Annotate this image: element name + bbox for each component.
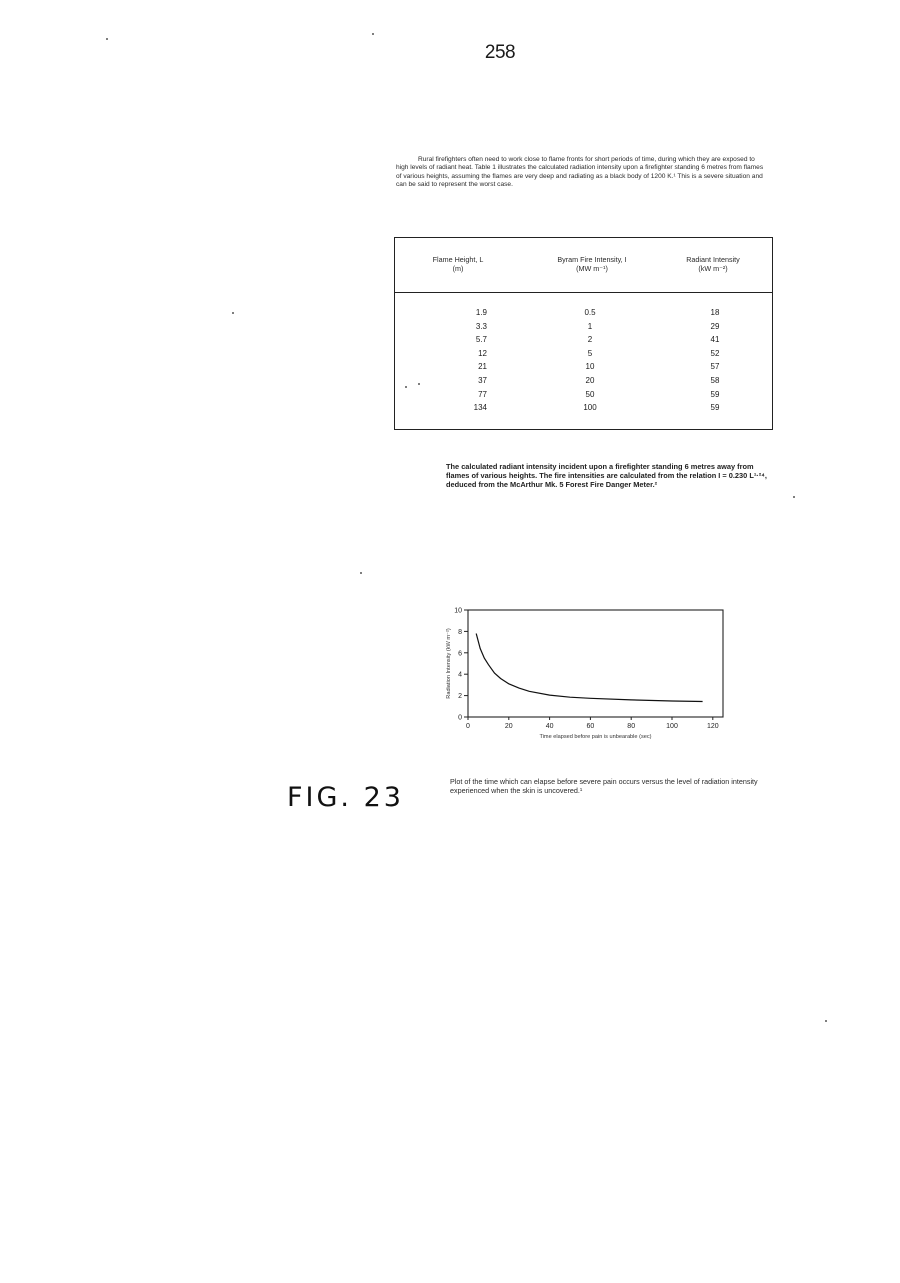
- x-tick-label: 60: [586, 723, 595, 730]
- figure-caption: Plot of the time which can elapse before severe pain occurs versus the level of radiation intensity experienced when the skin is uncovered.¹: [450, 777, 758, 796]
- table-cell: 59: [710, 403, 720, 413]
- table-cell: 29: [710, 321, 720, 331]
- table-cell: 59: [710, 389, 720, 399]
- pain-time-chart: [428, 600, 738, 748]
- scan-speck: [793, 496, 795, 498]
- column-fire-intensity: [575, 306, 605, 415]
- intro-paragraph: Rural firefighters often need to work close to flame fronts for short periods of time, during which they are exposed to high levels of radiant heat. Table 1 illustrates the calculated radiation intensity upon a firefighter standing 6 metres from flames of various heights, assuming the flames are very deep and radiating as a black body of 1200 K.¹ This is a severe situation and can be said to represent the worst case.: [396, 156, 764, 189]
- data-series-line: [476, 634, 702, 702]
- table-cell: 21: [478, 362, 487, 372]
- header-flame-height-line2: (m): [452, 264, 464, 273]
- scan-speck: [825, 1020, 827, 1022]
- scan-speck: [372, 33, 374, 35]
- scan-speck: [106, 38, 108, 40]
- y-tick-label: 4: [458, 671, 462, 679]
- data-table: [394, 237, 773, 430]
- table-caption: The calculated radiant intensity incident upon a firefighter standing 6 metres away from flames of various heights. The fire intensities are calculated from the relation I = 0.230 L¹·²⁴, deduced from the McArthur Mk. 5 Forest Fire Danger Meter.²: [446, 462, 767, 490]
- table-cell: 37: [478, 375, 487, 385]
- y-tick-label: 10: [454, 607, 462, 615]
- scan-speck: [232, 312, 234, 314]
- table-cell: 10: [585, 362, 595, 372]
- y-tick-label: 8: [458, 628, 462, 636]
- header-fire-intensity-line1: Byram Fire Intensity, I: [557, 255, 627, 264]
- y-tick-label: 0: [458, 714, 462, 722]
- y-axis-label: Radiation Intensity (kW m⁻²): [446, 628, 452, 699]
- table-cell: 1: [587, 321, 593, 331]
- table-cell: 77: [478, 389, 487, 399]
- header-flame-height-line1: Flame Height, L: [432, 255, 484, 264]
- column-flame-height: [435, 306, 487, 415]
- header-radiant-intensity-line1: Radiant Intensity: [686, 255, 740, 264]
- table-cell: 18: [710, 308, 720, 317]
- column-radiant-intensity: [695, 306, 735, 415]
- header-radiant-intensity-line2: (kW m⁻²): [698, 264, 728, 273]
- table-cell: 20: [585, 375, 595, 385]
- x-tick-label: 120: [706, 723, 719, 730]
- x-tick-label: 20: [504, 723, 513, 730]
- scan-speck: [405, 386, 407, 388]
- table-cell: 3.3: [475, 321, 487, 331]
- y-tick-label: 6: [458, 650, 462, 658]
- table-cell: 50: [585, 389, 595, 399]
- table-cell: 57: [710, 362, 720, 372]
- header-rule: [395, 292, 772, 293]
- table-cell: 41: [710, 335, 720, 345]
- table-cell: 5.7: [475, 335, 487, 345]
- table-cell: 0.5: [584, 308, 596, 317]
- table-cell: 12: [478, 348, 487, 358]
- table-cell: 58: [710, 375, 720, 385]
- x-axis-label: Time elapsed before pain is unbearable (sec): [539, 734, 652, 740]
- x-tick-label: 80: [627, 723, 636, 730]
- scan-speck: [418, 383, 420, 385]
- header-flame-height: [413, 255, 503, 273]
- y-tick-label: 2: [458, 693, 462, 701]
- x-tick-label: 100: [666, 723, 678, 730]
- table-cell: 52: [710, 348, 720, 358]
- table-cell: 100: [583, 403, 597, 413]
- x-tick-label: 0: [466, 723, 470, 730]
- table-cell: 1.9: [475, 308, 487, 317]
- scan-speck: [360, 572, 362, 574]
- table-cell: 134: [473, 403, 487, 413]
- table-cell: 5: [587, 348, 593, 358]
- table-cell: 2: [587, 335, 593, 345]
- header-fire-intensity: [527, 255, 657, 273]
- header-fire-intensity-line2: (MW m⁻¹): [576, 264, 608, 273]
- x-tick-label: 40: [545, 723, 554, 730]
- header-radiant-intensity: [663, 255, 763, 273]
- page-number: 258: [484, 42, 516, 63]
- figure-label: FIG. 23: [287, 782, 404, 813]
